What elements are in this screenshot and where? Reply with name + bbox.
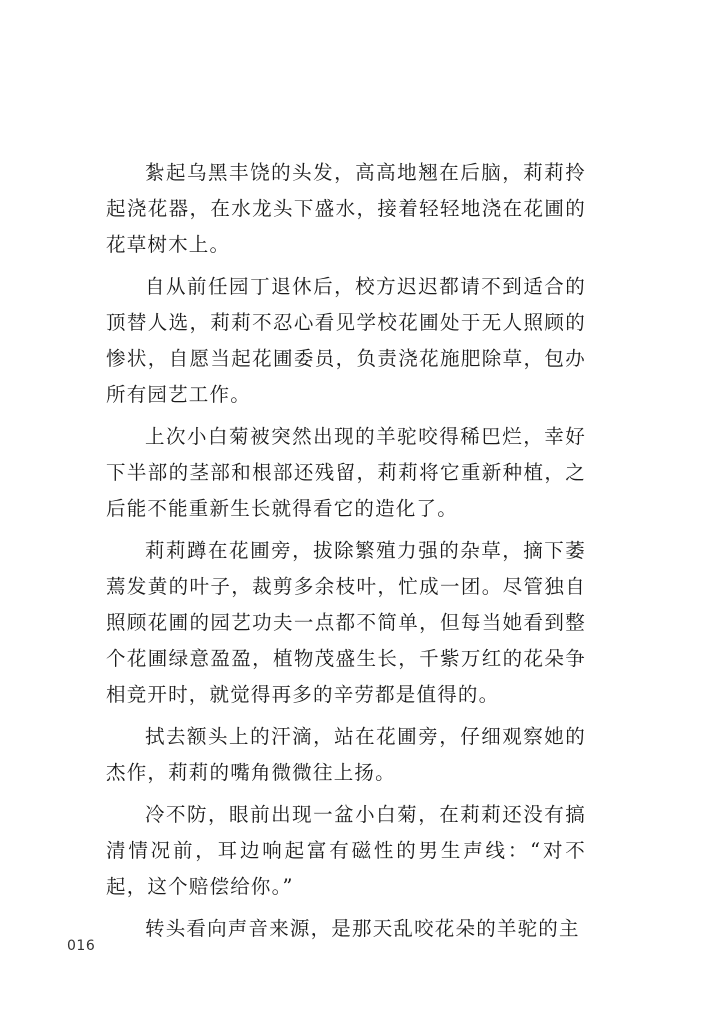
paragraph-4: 莉莉蹲在花圃旁，拔除繁殖力强的杂草，摘下萎蔫发黄的叶子，裁剪多余枝叶，忙成一团。尽管独自照顾花圃的园艺功夫一点都不简单，但每当她看到整个花圃绿意盈盈，植物茂盛生长，千紫万红的花朵争相竞开时，就觉得再多的辛劳都是值得的。 — [106, 539, 586, 706]
paragraph-1: 紮起乌黑丰饶的头发，高高地翘在后脑，莉莉拎起浇花器，在水龙头下盛水，接着轻轻地浇在花圃的花草树木上。 — [106, 161, 586, 256]
page-number: 016 — [67, 938, 96, 954]
paragraph-6: 冷不防，眼前出现一盆小白菊，在莉莉还没有搞清情况前，耳边响起富有磁性的男生声线：“对不起，这个赔偿给你。” — [106, 803, 586, 898]
paragraph-5: 拭去额头上的汗滴，站在花圃旁，仔细观察她的杰作，莉莉的嘴角微微往上扬。 — [106, 725, 586, 784]
paragraph-3: 上次小白菊被突然出现的羊驼咬得稀巴烂，幸好下半部的茎部和根部还残留，莉莉将它重新种植，之后能不能重新生长就得看它的造化了。 — [106, 425, 586, 520]
paragraph-7: 转头看向声音来源，是那天乱咬花朵的羊驼的主 — [145, 917, 580, 940]
paragraph-2: 自从前任园丁退休后，校方迟迟都请不到适合的顶替人选，莉莉不忍心看见学校花圃处于无人照顾的惨状，自愿当起花圃委员，负责浇花施肥除草，包办所有园艺工作。 — [106, 275, 586, 406]
body-text — [106, 155, 586, 953]
